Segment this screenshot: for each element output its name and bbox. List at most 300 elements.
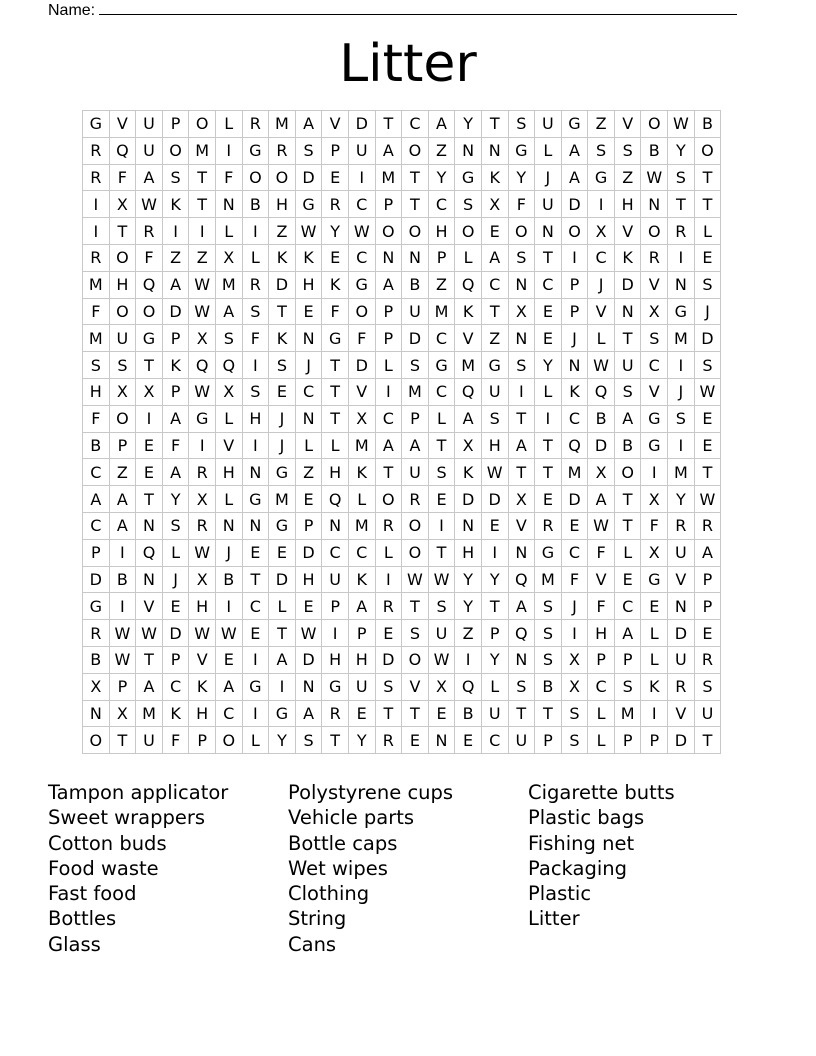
grid-cell[interactable]: P [348,620,375,647]
grid-cell[interactable]: O [189,111,216,138]
grid-cell[interactable]: Q [322,486,349,513]
grid-cell[interactable]: H [588,620,615,647]
grid-cell[interactable]: S [588,137,615,164]
grid-cell[interactable]: L [242,244,269,271]
grid-cell[interactable]: M [348,432,375,459]
grid-cell[interactable]: X [588,218,615,245]
grid-cell[interactable]: Q [588,378,615,405]
grid-cell[interactable]: I [109,539,136,566]
grid-cell[interactable]: N [136,566,163,593]
grid-cell[interactable]: I [668,352,695,379]
grid-cell[interactable]: X [109,191,136,218]
grid-cell[interactable]: A [109,486,136,513]
grid-cell[interactable]: V [668,700,695,727]
grid-cell[interactable]: G [668,298,695,325]
grid-cell[interactable]: R [189,459,216,486]
grid-cell[interactable]: L [215,111,242,138]
grid-cell[interactable]: X [508,298,535,325]
grid-cell[interactable]: A [215,298,242,325]
grid-cell[interactable]: C [428,378,455,405]
grid-cell[interactable]: O [402,646,429,673]
grid-cell[interactable]: Q [136,539,163,566]
grid-cell[interactable]: X [561,646,588,673]
grid-cell[interactable]: Z [455,620,482,647]
grid-cell[interactable]: E [561,512,588,539]
grid-cell[interactable]: N [641,191,668,218]
grid-cell[interactable]: L [588,325,615,352]
grid-cell[interactable]: I [641,459,668,486]
grid-cell[interactable]: A [295,111,322,138]
grid-cell[interactable]: N [508,271,535,298]
grid-cell[interactable]: G [561,111,588,138]
grid-cell[interactable]: F [561,566,588,593]
grid-cell[interactable]: V [109,111,136,138]
grid-cell[interactable]: T [402,593,429,620]
grid-cell[interactable]: X [215,244,242,271]
grid-cell[interactable]: R [322,700,349,727]
grid-cell[interactable]: R [83,164,110,191]
grid-cell[interactable]: V [189,646,216,673]
grid-cell[interactable]: S [535,593,562,620]
grid-cell[interactable]: J [295,352,322,379]
grid-cell[interactable]: T [481,111,508,138]
grid-cell[interactable]: I [242,432,269,459]
grid-cell[interactable]: U [348,137,375,164]
grid-cell[interactable]: V [348,378,375,405]
grid-cell[interactable]: S [402,620,429,647]
grid-cell[interactable]: E [402,727,429,754]
grid-cell[interactable]: Z [295,459,322,486]
grid-cell[interactable]: W [694,378,721,405]
grid-cell[interactable]: F [215,164,242,191]
grid-cell[interactable]: N [668,271,695,298]
grid-cell[interactable]: M [455,352,482,379]
name-field[interactable] [48,0,737,20]
grid-cell[interactable]: D [481,486,508,513]
grid-cell[interactable]: A [428,111,455,138]
grid-cell[interactable]: D [162,298,189,325]
grid-cell[interactable]: S [295,727,322,754]
grid-cell[interactable]: K [348,566,375,593]
grid-cell[interactable]: R [83,244,110,271]
grid-cell[interactable]: T [189,164,216,191]
grid-cell[interactable]: Q [189,352,216,379]
grid-cell[interactable]: M [561,459,588,486]
grid-cell[interactable]: B [215,566,242,593]
grid-cell[interactable]: C [215,700,242,727]
grid-cell[interactable]: L [348,486,375,513]
grid-cell[interactable]: O [215,727,242,754]
grid-cell[interactable]: V [614,218,641,245]
grid-cell[interactable]: Z [162,244,189,271]
grid-cell[interactable]: E [322,244,349,271]
grid-cell[interactable]: G [322,673,349,700]
grid-cell[interactable]: U [402,298,429,325]
grid-cell[interactable]: P [375,191,402,218]
grid-cell[interactable]: A [614,620,641,647]
grid-cell[interactable]: R [375,593,402,620]
grid-cell[interactable]: G [295,191,322,218]
grid-cell[interactable]: C [402,111,429,138]
grid-cell[interactable]: W [215,620,242,647]
grid-cell[interactable]: D [269,271,296,298]
grid-cell[interactable]: P [189,727,216,754]
grid-cell[interactable]: R [694,512,721,539]
grid-cell[interactable]: F [162,727,189,754]
grid-cell[interactable]: I [242,700,269,727]
grid-cell[interactable]: W [641,164,668,191]
grid-cell[interactable]: Y [508,164,535,191]
grid-cell[interactable]: S [109,352,136,379]
grid-cell[interactable]: Z [189,244,216,271]
grid-cell[interactable]: T [428,432,455,459]
grid-cell[interactable]: F [322,298,349,325]
grid-cell[interactable]: P [295,512,322,539]
grid-cell[interactable]: C [588,244,615,271]
grid-cell[interactable]: X [215,378,242,405]
grid-cell[interactable]: U [322,566,349,593]
grid-cell[interactable]: X [428,673,455,700]
grid-cell[interactable]: U [481,378,508,405]
grid-cell[interactable]: E [136,459,163,486]
grid-cell[interactable]: W [189,620,216,647]
grid-cell[interactable]: P [109,673,136,700]
grid-cell[interactable]: X [136,378,163,405]
grid-cell[interactable]: D [83,566,110,593]
grid-cell[interactable]: R [189,512,216,539]
grid-cell[interactable]: A [402,432,429,459]
grid-cell[interactable]: B [242,191,269,218]
grid-cell[interactable]: G [348,271,375,298]
grid-cell[interactable]: O [455,218,482,245]
grid-cell[interactable]: J [269,432,296,459]
grid-cell[interactable]: E [694,244,721,271]
grid-cell[interactable]: A [136,164,163,191]
grid-cell[interactable]: T [614,325,641,352]
grid-cell[interactable]: T [322,727,349,754]
grid-cell[interactable]: Q [215,352,242,379]
grid-cell[interactable]: I [668,244,695,271]
grid-cell[interactable]: T [535,244,562,271]
grid-cell[interactable]: L [588,727,615,754]
grid-cell[interactable]: D [455,486,482,513]
grid-cell[interactable]: H [109,271,136,298]
grid-cell[interactable]: T [694,727,721,754]
grid-cell[interactable]: D [561,486,588,513]
grid-cell[interactable]: Y [269,727,296,754]
grid-cell[interactable]: C [535,271,562,298]
grid-cell[interactable]: X [189,486,216,513]
grid-cell[interactable]: I [215,137,242,164]
grid-cell[interactable]: P [162,378,189,405]
grid-cell[interactable]: W [588,352,615,379]
grid-cell[interactable]: H [322,459,349,486]
grid-cell[interactable]: E [694,620,721,647]
grid-cell[interactable]: W [109,620,136,647]
grid-cell[interactable]: N [295,673,322,700]
grid-cell[interactable]: I [481,539,508,566]
grid-cell[interactable]: X [83,673,110,700]
grid-cell[interactable]: F [348,325,375,352]
grid-cell[interactable]: V [455,325,482,352]
grid-cell[interactable]: E [535,486,562,513]
grid-cell[interactable]: E [242,539,269,566]
grid-cell[interactable]: N [561,352,588,379]
grid-cell[interactable]: L [215,218,242,245]
grid-cell[interactable]: G [508,137,535,164]
grid-cell[interactable]: I [162,218,189,245]
grid-cell[interactable]: X [508,486,535,513]
grid-cell[interactable]: L [428,405,455,432]
grid-cell[interactable]: O [375,218,402,245]
grid-cell[interactable]: E [428,700,455,727]
grid-cell[interactable]: U [402,459,429,486]
grid-cell[interactable]: P [481,620,508,647]
grid-cell[interactable]: C [588,673,615,700]
grid-cell[interactable]: S [455,191,482,218]
grid-cell[interactable]: N [295,405,322,432]
grid-cell[interactable]: F [588,593,615,620]
grid-cell[interactable]: X [109,700,136,727]
grid-cell[interactable]: Y [455,566,482,593]
grid-cell[interactable]: X [189,566,216,593]
grid-cell[interactable]: G [322,325,349,352]
grid-cell[interactable]: B [588,405,615,432]
grid-cell[interactable]: C [348,539,375,566]
grid-cell[interactable]: T [109,727,136,754]
grid-cell[interactable]: B [83,646,110,673]
grid-cell[interactable]: E [295,298,322,325]
grid-cell[interactable]: T [535,432,562,459]
grid-cell[interactable]: L [641,646,668,673]
grid-cell[interactable]: T [109,218,136,245]
grid-cell[interactable]: W [428,646,455,673]
grid-cell[interactable]: R [136,218,163,245]
grid-cell[interactable]: O [83,727,110,754]
grid-cell[interactable]: X [348,405,375,432]
grid-cell[interactable]: I [508,378,535,405]
grid-cell[interactable]: H [242,405,269,432]
grid-cell[interactable]: K [269,244,296,271]
grid-cell[interactable]: R [535,512,562,539]
grid-cell[interactable]: O [109,298,136,325]
grid-cell[interactable]: K [455,459,482,486]
grid-cell[interactable]: E [535,298,562,325]
grid-cell[interactable]: E [348,700,375,727]
grid-cell[interactable]: D [561,191,588,218]
grid-cell[interactable]: I [322,620,349,647]
grid-cell[interactable]: D [694,325,721,352]
grid-cell[interactable]: Y [162,486,189,513]
grid-cell[interactable]: V [402,673,429,700]
grid-cell[interactable]: L [694,218,721,245]
grid-cell[interactable]: D [295,646,322,673]
grid-cell[interactable]: D [668,727,695,754]
grid-cell[interactable]: P [641,727,668,754]
grid-cell[interactable]: D [295,539,322,566]
grid-cell[interactable]: U [535,191,562,218]
grid-cell[interactable]: S [83,352,110,379]
grid-cell[interactable]: S [694,271,721,298]
grid-cell[interactable]: L [215,486,242,513]
grid-cell[interactable]: L [455,244,482,271]
grid-cell[interactable]: J [588,271,615,298]
grid-cell[interactable]: Y [428,164,455,191]
grid-cell[interactable]: D [162,620,189,647]
grid-cell[interactable]: D [295,164,322,191]
grid-cell[interactable]: P [162,325,189,352]
grid-cell[interactable]: O [508,218,535,245]
grid-cell[interactable]: W [428,566,455,593]
grid-cell[interactable]: W [109,646,136,673]
grid-cell[interactable]: W [588,512,615,539]
grid-cell[interactable]: O [109,405,136,432]
grid-cell[interactable]: A [455,405,482,432]
grid-cell[interactable]: S [694,352,721,379]
grid-cell[interactable]: W [189,378,216,405]
grid-cell[interactable]: Z [428,137,455,164]
grid-cell[interactable]: S [481,405,508,432]
grid-cell[interactable]: O [641,111,668,138]
grid-cell[interactable]: U [136,111,163,138]
grid-cell[interactable]: K [162,700,189,727]
grid-cell[interactable]: T [269,620,296,647]
grid-cell[interactable]: D [614,271,641,298]
grid-cell[interactable]: C [322,539,349,566]
grid-cell[interactable]: T [481,298,508,325]
grid-cell[interactable]: T [189,191,216,218]
grid-cell[interactable]: M [428,298,455,325]
grid-cell[interactable]: A [508,593,535,620]
grid-cell[interactable]: P [694,593,721,620]
grid-cell[interactable]: E [428,486,455,513]
grid-cell[interactable]: M [269,111,296,138]
grid-cell[interactable]: T [136,486,163,513]
grid-cell[interactable]: Y [481,646,508,673]
grid-cell[interactable]: E [641,593,668,620]
grid-cell[interactable]: R [694,646,721,673]
grid-cell[interactable]: U [694,700,721,727]
grid-cell[interactable]: Z [109,459,136,486]
grid-cell[interactable]: K [295,244,322,271]
grid-cell[interactable]: H [614,191,641,218]
grid-cell[interactable]: P [162,646,189,673]
grid-cell[interactable]: R [242,271,269,298]
name-underline[interactable] [99,0,737,15]
grid-cell[interactable]: M [83,271,110,298]
grid-cell[interactable]: C [83,459,110,486]
grid-cell[interactable]: C [428,191,455,218]
grid-cell[interactable]: T [428,539,455,566]
grid-cell[interactable]: E [295,486,322,513]
grid-cell[interactable]: L [215,405,242,432]
grid-cell[interactable]: P [375,298,402,325]
grid-cell[interactable]: P [588,646,615,673]
grid-cell[interactable]: I [83,218,110,245]
grid-cell[interactable]: D [375,646,402,673]
grid-cell[interactable]: F [136,244,163,271]
grid-cell[interactable]: W [295,620,322,647]
grid-cell[interactable]: E [322,164,349,191]
grid-cell[interactable]: U [614,352,641,379]
grid-cell[interactable]: I [242,352,269,379]
grid-cell[interactable]: Q [508,620,535,647]
grid-cell[interactable]: T [508,700,535,727]
grid-cell[interactable]: T [535,700,562,727]
grid-cell[interactable]: V [668,566,695,593]
grid-cell[interactable]: O [694,137,721,164]
grid-cell[interactable]: T [269,298,296,325]
grid-cell[interactable]: G [242,137,269,164]
grid-cell[interactable]: N [455,137,482,164]
grid-cell[interactable]: G [641,405,668,432]
grid-cell[interactable]: Y [481,566,508,593]
grid-cell[interactable]: A [136,673,163,700]
grid-cell[interactable]: Y [322,218,349,245]
grid-cell[interactable]: M [269,486,296,513]
grid-cell[interactable]: U [508,727,535,754]
grid-cell[interactable]: A [269,646,296,673]
grid-cell[interactable]: N [242,459,269,486]
grid-cell[interactable]: L [641,620,668,647]
grid-cell[interactable]: R [83,620,110,647]
grid-cell[interactable]: I [668,432,695,459]
grid-cell[interactable]: Z [588,111,615,138]
grid-cell[interactable]: N [242,512,269,539]
grid-cell[interactable]: I [269,673,296,700]
grid-cell[interactable]: G [83,593,110,620]
grid-cell[interactable]: S [614,673,641,700]
grid-cell[interactable]: J [561,593,588,620]
grid-cell[interactable]: C [481,271,508,298]
grid-cell[interactable]: I [561,620,588,647]
grid-cell[interactable]: T [694,164,721,191]
grid-cell[interactable]: O [402,512,429,539]
grid-cell[interactable]: S [508,111,535,138]
grid-cell[interactable]: I [136,405,163,432]
grid-cell[interactable]: B [641,137,668,164]
grid-cell[interactable]: S [375,673,402,700]
grid-cell[interactable]: E [295,593,322,620]
grid-cell[interactable]: P [614,646,641,673]
grid-cell[interactable]: X [561,673,588,700]
grid-cell[interactable]: S [694,673,721,700]
grid-cell[interactable]: H [295,566,322,593]
grid-cell[interactable]: A [375,432,402,459]
grid-cell[interactable]: S [242,378,269,405]
grid-cell[interactable]: C [348,191,375,218]
grid-cell[interactable]: M [614,700,641,727]
grid-cell[interactable]: I [83,191,110,218]
grid-cell[interactable]: S [614,137,641,164]
grid-cell[interactable]: E [535,325,562,352]
grid-cell[interactable]: C [242,593,269,620]
grid-cell[interactable]: N [481,137,508,164]
grid-cell[interactable]: K [614,244,641,271]
grid-cell[interactable]: R [402,486,429,513]
grid-cell[interactable]: U [481,700,508,727]
grid-cell[interactable]: P [694,566,721,593]
grid-cell[interactable]: G [535,539,562,566]
grid-cell[interactable]: D [588,432,615,459]
grid-cell[interactable]: V [614,111,641,138]
grid-cell[interactable]: S [641,325,668,352]
grid-cell[interactable]: N [295,325,322,352]
grid-cell[interactable]: I [348,164,375,191]
grid-cell[interactable]: T [322,352,349,379]
grid-cell[interactable]: I [189,218,216,245]
grid-cell[interactable]: F [83,298,110,325]
